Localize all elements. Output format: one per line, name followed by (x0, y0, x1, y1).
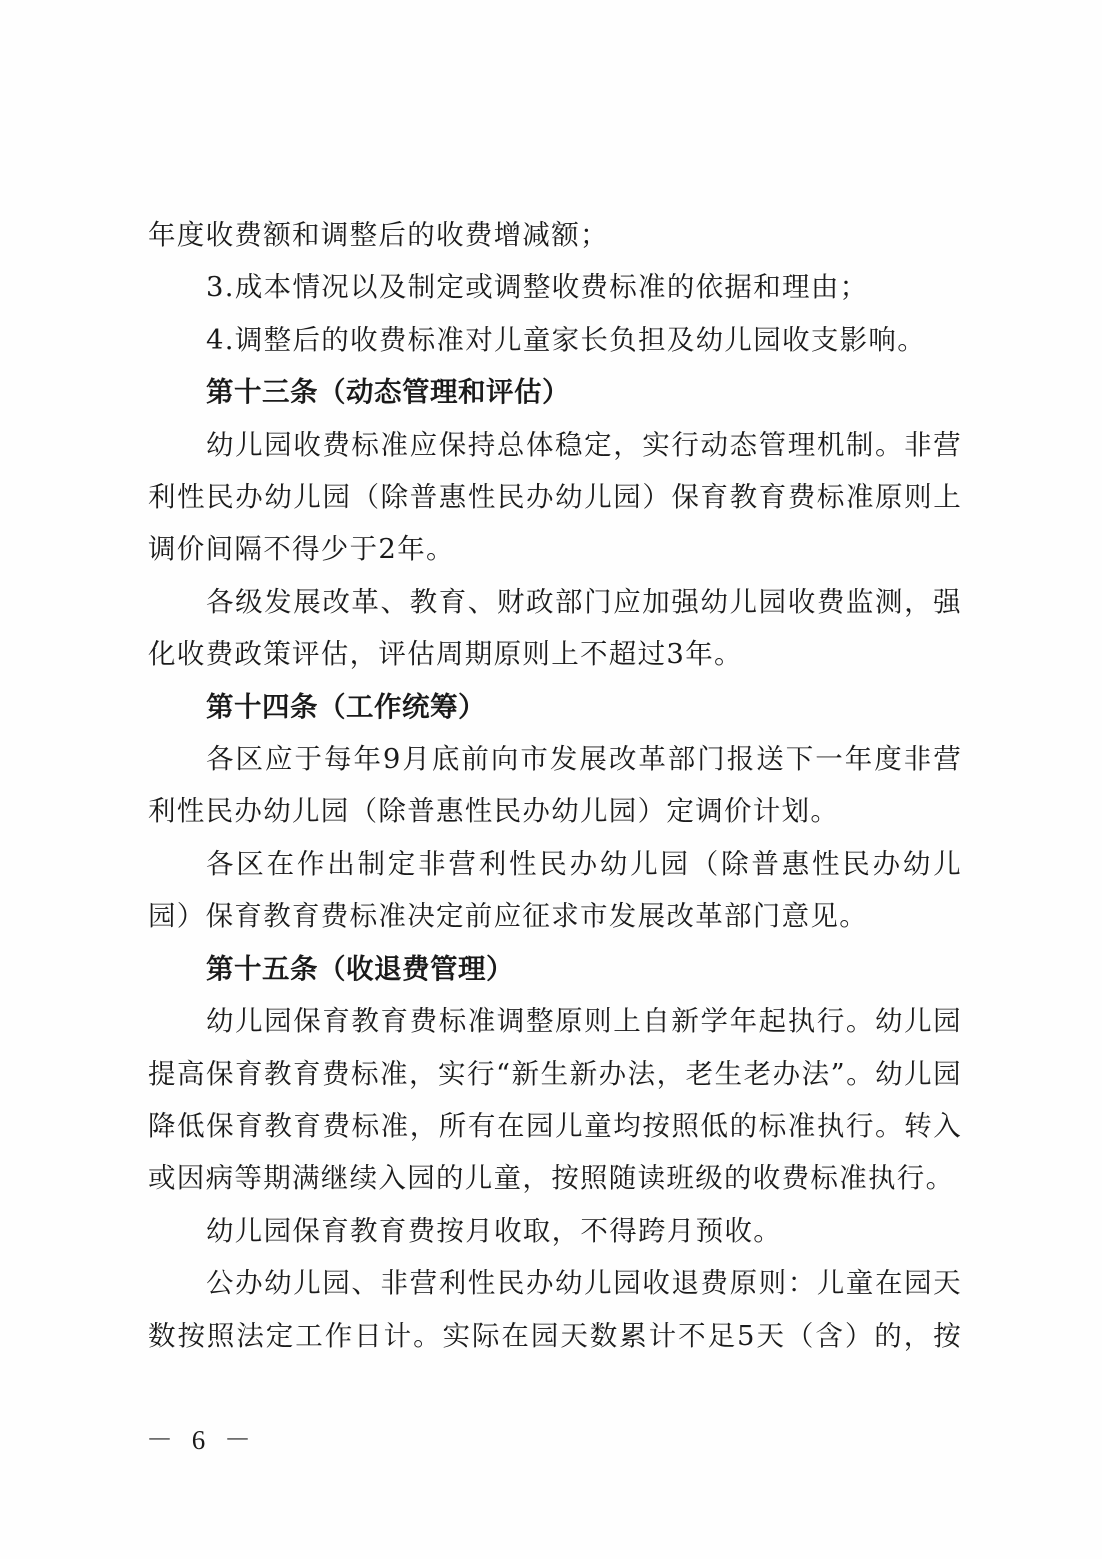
article-14-heading: 第十四条（工作统筹） (206, 690, 486, 723)
paragraph-continuation: 年度收费额和调整后的收费增减额； (148, 219, 609, 251)
article-15-paragraph-1: 幼儿园保育教育费标准调整原则上自新学年起执行。幼儿园提高保育教育费标准，实行“新生新办法，老生老办法”。幼儿园降低保育教育费标准，所有在园儿童均按照低的标准执行。转入或因病等期满继续入园的儿童，按照随读班级的收费标准执行。 (148, 1005, 962, 1195)
list-item-4: 4.调整后的收费标准对儿童家长负担及幼儿园收支影响。 (206, 323, 927, 356)
article-13-heading: 第十三条（动态管理和评估） (206, 376, 570, 409)
article-14-paragraph-2: 各区在作出制定非营利性民办幼儿园（除普惠性民办幼儿园）保育教育费标准决定前应征求市发展改革部门意见。 (148, 847, 962, 933)
article-15-heading: 第十五条（收退费管理） (206, 952, 514, 985)
article-13-paragraph-2: 各级发展改革、教育、财政部门应加强幼儿园收费监测，强化收费政策评估，评估周期原则上不超过3年。 (148, 585, 962, 671)
list-item-3: 3.成本情况以及制定或调整收费标准的依据和理由； (206, 271, 869, 304)
article-14-paragraph-1: 各区应于每年9月底前向市发展改革部门报送下一年度非营利性民办幼儿园（除普惠性民办幼儿园）定调价计划。 (148, 743, 962, 828)
article-13-paragraph-1: 幼儿园收费标准应保持总体稳定，实行动态管理机制。非营利性民办幼儿园（除普惠性民办幼儿园）保育教育费标准原则上调价间隔不得少于2年。 (148, 428, 962, 566)
document-body (148, 209, 962, 1362)
article-15-paragraph-3: 公办幼儿园、非营利性民办幼儿园收退费原则：儿童在园天数按照法定工作日计。实际在园天数累计不足5天（含）的，按 (148, 1267, 962, 1352)
page-number: － 6 － (146, 1425, 257, 1455)
article-15-paragraph-2: 幼儿园保育教育费按月收取，不得跨月预收。 (206, 1214, 782, 1247)
